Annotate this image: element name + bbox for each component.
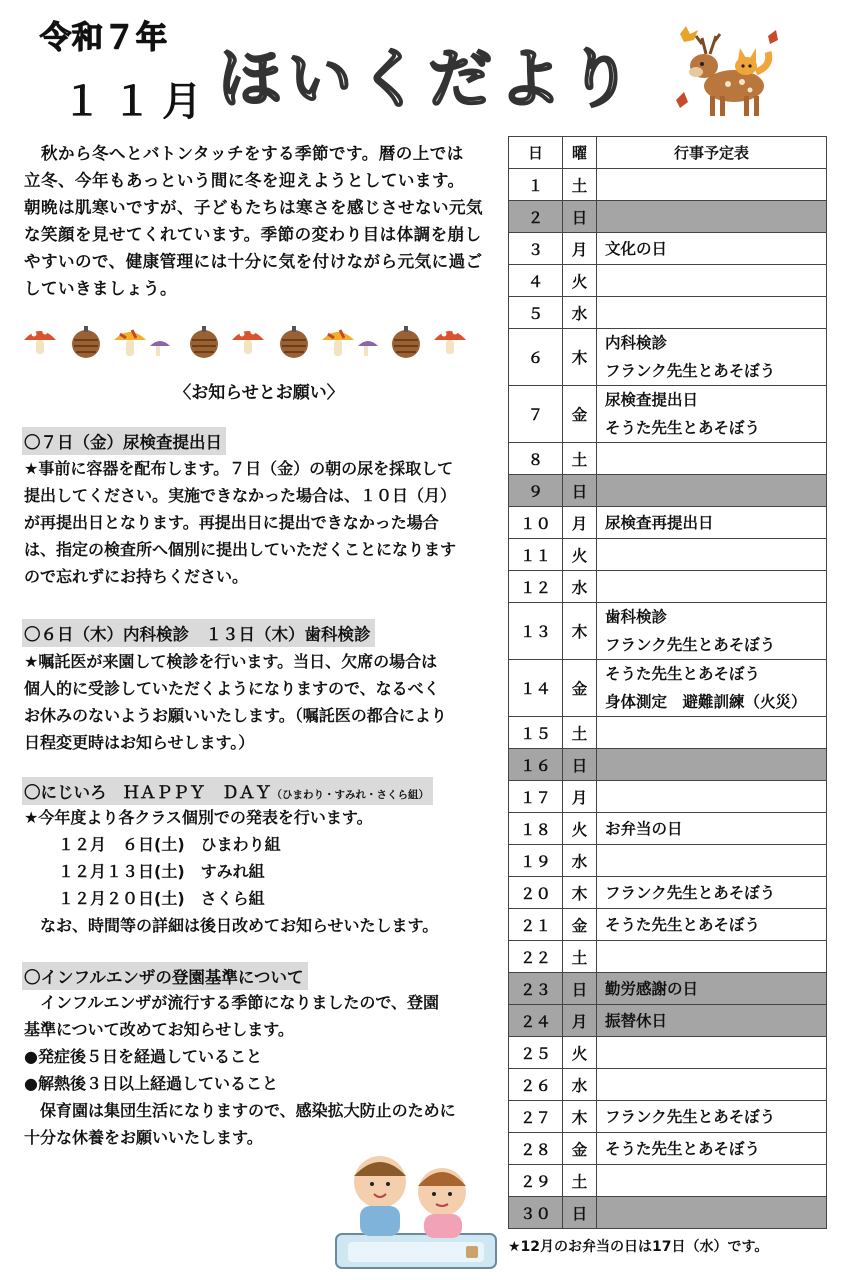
table-row [509,845,827,877]
day-cell: ２５ [509,1037,563,1069]
header-events: 行事予定表 [597,137,827,169]
section-title: 〇７日（金）尿検査提出日 [22,427,226,455]
weekday-cell: 月 [563,507,597,539]
events-cell [597,603,827,660]
intro-paragraph [24,140,494,302]
table-row [509,1101,827,1133]
event-text: 歯科検診 [605,608,668,626]
table-row [509,1165,827,1197]
event-text: フランク先生とあそぼう [605,362,776,380]
weekday-cell: 木 [563,603,597,660]
events-cell [597,813,827,845]
small-mushroom-icon [150,341,170,356]
weekday-cell: 日 [563,973,597,1005]
section-line: が再提出日となります。再提出日に提出できなかった場合 [24,513,439,532]
day-cell: ２９ [509,1165,563,1197]
maple-leaf-icon [768,30,778,44]
event-text: フランク先生とあそぼう [605,1107,776,1126]
event-text: そうた先生とあそぼう [605,1139,761,1158]
weekday-cell: 土 [563,169,597,201]
day-cell: ３０ [509,1197,563,1229]
table-row [509,941,827,973]
event-text: お弁当の日 [605,819,683,838]
weekday-cell: 火 [563,539,597,571]
event-text: 内科検診 [605,334,668,352]
events-cell [597,941,827,973]
weekday-cell: 火 [563,1037,597,1069]
mushroom-pinecone-decoration [22,322,492,362]
events-cell [597,233,827,265]
day-cell: ６ [509,329,563,386]
day-cell: １ [509,169,563,201]
events-cell [597,1037,827,1069]
section-line: 十分な休養をお願いいたします。 [24,1128,263,1147]
table-row [509,297,827,329]
section-body [24,455,494,590]
table-row [509,201,827,233]
day-cell: ８ [509,443,563,475]
section-title: 〇インフルエンザの登園基準について [22,962,308,990]
day-cell: ２６ [509,1069,563,1101]
events-cell [597,265,827,297]
day-cell: １１ [509,539,563,571]
notice-heading: 〈お知らせとお願い〉 [174,383,344,403]
day-cell: ２２ [509,941,563,973]
events-cell [597,660,827,717]
children-handwashing-illustration [330,1146,502,1274]
event-text: フランク先生とあそぼう [605,636,776,654]
deer-fox-illustration [672,22,784,122]
intro-line: 立冬、今年もあっという間に冬を迎えようとしています。 [24,171,465,190]
event-text: 文化の日 [605,239,668,258]
pinecone-icon [392,326,420,358]
weekday-cell: 土 [563,717,597,749]
day-cell: １７ [509,781,563,813]
weekday-cell: 土 [563,443,597,475]
event-text: 尿検査提出日 [605,391,699,409]
table-row [509,603,827,660]
section-line: ので忘れずにお持ちください。 [24,567,249,586]
weekday-cell: 土 [563,941,597,973]
intro-line: していきましょう。 [24,279,177,298]
weekday-cell: 金 [563,909,597,941]
weekday-cell: 日 [563,749,597,781]
section-line: 基準について改めてお知らせします。 [24,1020,294,1039]
section-body [24,648,494,756]
table-row [509,475,827,507]
event-schedule-table [508,136,827,1229]
event-text: そうた先生とあそぼう [605,915,761,934]
events-cell [597,386,827,443]
table-row [509,781,827,813]
section-line: ●解熱後３日以上経過していること [24,1074,278,1093]
events-cell [597,781,827,813]
day-cell: ２３ [509,973,563,1005]
table-row [509,1037,827,1069]
day-cell: ２１ [509,909,563,941]
newsletter-title: ほいくだより [218,43,638,117]
intro-line: 秋から冬へとバトンタッチをする季節です。暦の上では [24,144,464,163]
event-text: そうた先生とあそぼう [605,419,761,437]
day-cell: １８ [509,813,563,845]
mushroom-icon [434,330,466,355]
weekday-cell: 水 [563,297,597,329]
table-row [509,507,827,539]
weekday-cell: 水 [563,845,597,877]
intro-line: やすいので、健康管理には十分に気を付けながら元気に過ご [24,252,483,271]
weekday-cell: 火 [563,813,597,845]
section-line: １２月２０日(土) さくら組 [58,889,265,908]
table-header-row [509,137,827,169]
month-label: １１月 [62,79,212,125]
header-weekday: 曜 [563,137,597,169]
events-cell [597,571,827,603]
section-body [24,989,494,1151]
weekday-cell: 日 [563,1197,597,1229]
weekday-cell: 土 [563,1165,597,1197]
section-body [24,804,494,939]
section-line: ●発症後５日を経過していること [24,1047,262,1066]
day-cell: １６ [509,749,563,781]
day-cell: ４ [509,265,563,297]
day-cell: ２８ [509,1133,563,1165]
table-row [509,443,827,475]
weekday-cell: 木 [563,877,597,909]
weekday-cell: 木 [563,1101,597,1133]
maple-leaf-icon [676,92,688,108]
events-cell [597,201,827,233]
weekday-cell: 木 [563,329,597,386]
events-cell [597,475,827,507]
table-row [509,877,827,909]
striped-mushroom-icon [322,330,354,356]
pinecone-icon [190,326,218,358]
table-row [509,169,827,201]
section-line: なお、時間等の詳細は後日改めてお知らせいたします。 [24,916,439,935]
day-cell: ３ [509,233,563,265]
day-cell: ２４ [509,1005,563,1037]
events-cell [597,297,827,329]
small-mushroom-icon [358,341,378,356]
day-cell: １９ [509,845,563,877]
table-row [509,973,827,1005]
pinecone-icon [280,326,308,358]
day-cell: １４ [509,660,563,717]
table-row [509,717,827,749]
table-row [509,813,827,845]
section-line: ★今年度より各クラス個別での発表を行います。 [24,808,373,827]
table-row [509,660,827,717]
event-text: 身体測定 避難訓練（火災） [605,693,807,711]
weekday-cell: 金 [563,660,597,717]
mushroom-icon [232,330,264,355]
section-line: インフルエンザが流行する季節になりましたので、登園 [24,993,440,1012]
day-cell: １２ [509,571,563,603]
events-cell [597,1133,827,1165]
events-cell [597,1069,827,1101]
day-cell: ２７ [509,1101,563,1133]
weekday-cell: 月 [563,233,597,265]
intro-line: 朝晩は肌寒いですが、子どもたちは寒さを感じさせない元気 [24,198,483,217]
weekday-cell: 月 [563,781,597,813]
day-cell: ５ [509,297,563,329]
day-cell: １３ [509,603,563,660]
events-cell [597,329,827,386]
table-row [509,329,827,386]
event-text: 振替休日 [605,1011,668,1030]
table-row [509,1197,827,1229]
events-cell [597,877,827,909]
weekday-cell: 金 [563,386,597,443]
events-cell [597,749,827,781]
year-label: 令和７年 [40,20,168,56]
table-row [509,1005,827,1037]
table-row [509,1069,827,1101]
events-cell [597,1197,827,1229]
intro-line: な笑顔を見せてくれています。季節の変わり目は体調を崩し [24,225,482,244]
section-line: 提出してください。実施できなかった場合は、１０日（月） [24,486,457,505]
maple-leaf-icon [680,26,698,42]
mushroom-icon [24,330,56,355]
section-line: お休みのないようお願いいたします。（嘱託医の都合により [24,706,447,725]
events-cell [597,717,827,749]
day-cell: ２ [509,201,563,233]
section-line: １２月 ６日(土) ひまわり組 [58,835,281,854]
events-cell [597,539,827,571]
weekday-cell: 水 [563,571,597,603]
section-line: 個人的に受診していただくようになりますので、なるべく [24,679,440,698]
schedule-footnote: ★12月のお弁当の日は17日（水）です。 [508,1239,769,1255]
section-line: ★嘱託医が来園して検診を行います。当日、欠席の場合は [24,652,438,671]
section-line: 保育園は集団生活になりますので、感染拡大防止のために [24,1101,456,1120]
day-cell: １５ [509,717,563,749]
event-text: 尿検査再提出日 [605,513,714,532]
events-cell [597,1005,827,1037]
events-cell [597,845,827,877]
table-row [509,233,827,265]
section-title: 〇６日（木）内科検診 １３日（木）歯科検診 [22,619,375,647]
weekday-cell: 水 [563,1069,597,1101]
weekday-cell: 月 [563,1005,597,1037]
event-text: そうた先生とあそぼう [605,665,761,683]
events-cell [597,1165,827,1197]
events-cell [597,507,827,539]
table-row [509,265,827,297]
day-cell: ２０ [509,877,563,909]
table-row [509,749,827,781]
day-cell: ７ [509,386,563,443]
events-cell [597,909,827,941]
event-text: フランク先生とあそぼう [605,883,776,902]
table-row [509,1133,827,1165]
section-line: ★事前に容器を配布します。７日（金）の朝の尿を採取して [24,459,454,478]
weekday-cell: 日 [563,475,597,507]
weekday-cell: 日 [563,201,597,233]
table-row [509,386,827,443]
weekday-cell: 金 [563,1133,597,1165]
section-line: は、指定の検査所へ個別に提出していただくことになります [24,540,457,559]
header-day: 日 [509,137,563,169]
events-cell [597,443,827,475]
event-text: 勤労感謝の日 [605,979,699,998]
weekday-cell: 火 [563,265,597,297]
striped-mushroom-icon [114,330,146,356]
events-cell [597,169,827,201]
section-line: 日程変更時はお知らせします。） [24,733,255,752]
day-cell: １０ [509,507,563,539]
pinecone-icon [72,326,100,358]
events-cell [597,1101,827,1133]
section-line: １２月１３日(土) すみれ組 [58,862,265,881]
events-cell [597,973,827,1005]
table-row [509,909,827,941]
table-row [509,539,827,571]
section-title: 〇にじいろ ＨＡＰＰＹ ＤＡＹ（ひまわり・すみれ・さくら組） [22,777,433,805]
table-row [509,571,827,603]
day-cell: ９ [509,475,563,507]
